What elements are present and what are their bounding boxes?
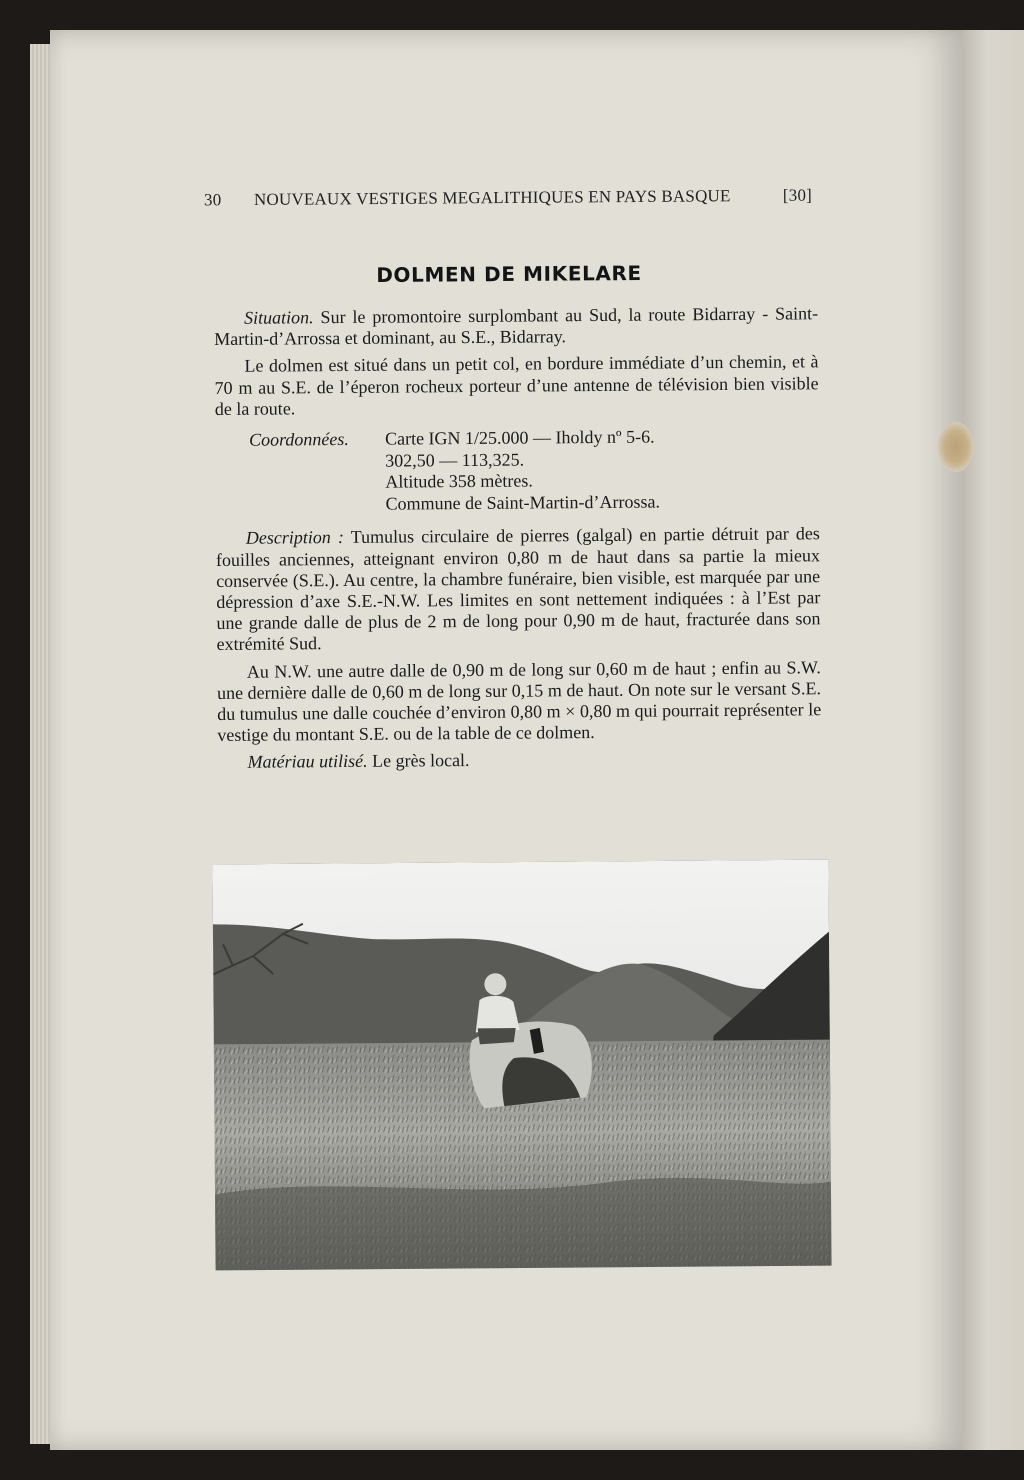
situation-paragraph <box>214 303 818 350</box>
coordinates-line: Carte IGN 1/25.000 — Iholdy nº 5-6. <box>384 426 655 449</box>
coordinates-block <box>215 425 820 516</box>
section-heading: DOLMEN DE MIKELARE <box>376 260 642 288</box>
photo-foreground-shadow <box>215 1177 832 1271</box>
materiau-label: Matériau utilisé. <box>247 751 368 773</box>
materiau-text: Le grès local. <box>371 750 470 772</box>
running-title: NOUVEAUX VESTIGES MEGALITHIQUES EN PAYS BASQUE <box>253 186 731 209</box>
northwest-slabs-paragraph: Au N.W. une autre dalle de 0,90 m de long sur 0,60 m de haut ; enfin au S.W. une dernière dalle de 0,60 m de long sur 0,15 m de haut. On note sur le versant S.E. du tumulus une dalle couchée d’environ 0,80 m × 0,80 m qui pourrait représenter le vestige du montant S.E. ou de la table de ce dolmen. <box>216 656 822 746</box>
situation-text: Sur le promontoire surplombant au Sud, la route Bidarray - Saint-Martin-d’Arrossa et dominant, au S.E., Bidarray. <box>214 303 819 350</box>
description-text: Tumulus circulaire de pierres (galgal) en partie détruit par des fouilles anciennes, atteignant environ 0,80 m de haut dans sa partie la mieux conservée (S.E.). Au centre, la chambre funéraire, bien visible, est marquée par une dépression d’axe S.E.-N.W. Les limites en sont nettement indiquées : à l’Est par une grande dalle de plus de 2 m de long pour 0,90 m de haut, fracturée dans son extrémité Sud. <box>215 523 821 655</box>
situation-label: Situation. <box>243 307 314 328</box>
dolmen-location-paragraph: Le dolmen est situé dans un petit col, en bordure immédiate d’un chemin, et à 70 m au S.E. de l’éperon rocheux porteur d’une antenne de télévision bien visible de la route. <box>214 351 819 419</box>
coordinates-line: Commune de Saint-Martin-d’Arrossa. <box>385 491 661 514</box>
description-paragraph <box>216 524 821 656</box>
dolmen-photograph <box>212 860 831 1271</box>
coordinates-line: 302,50 — 113,325. <box>385 449 525 471</box>
photo-person-legs <box>478 1028 516 1044</box>
materiau-paragraph <box>217 748 821 774</box>
photo-person-head <box>484 973 506 995</box>
article-body <box>214 303 822 779</box>
page-number: 30 <box>203 190 222 210</box>
coordinates-lines <box>385 427 660 516</box>
paper-stain <box>938 422 974 472</box>
description-label: Description : <box>245 527 344 549</box>
coordinates-line: Altitude 358 mètres. <box>385 470 533 492</box>
coordinates-label: Coordonnées. <box>248 428 349 450</box>
facing-page-edge <box>962 30 1024 1450</box>
page-reference: [30] <box>782 185 813 205</box>
